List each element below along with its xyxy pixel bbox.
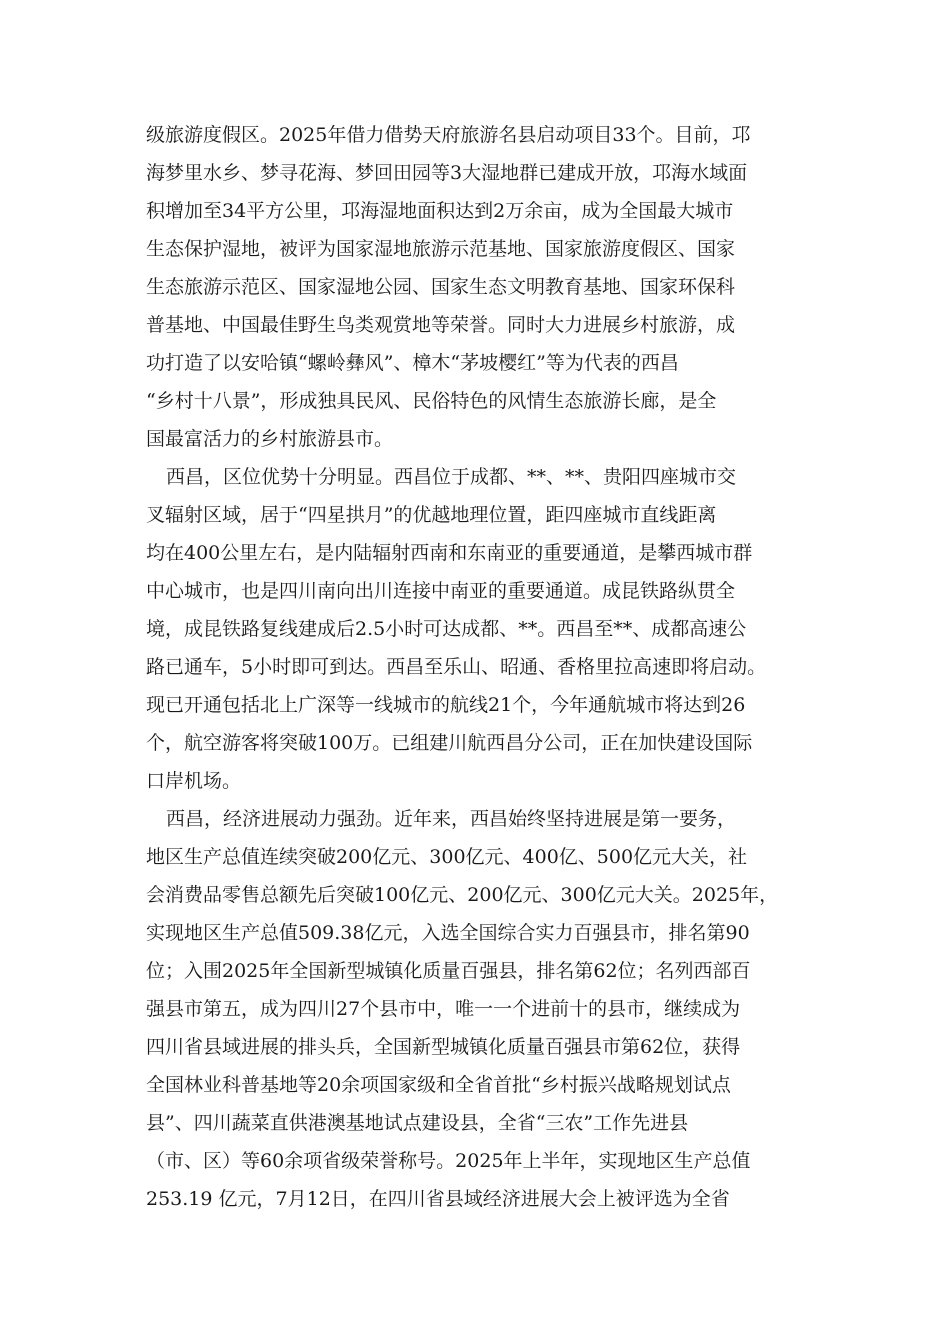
- text-line: 西昌，经济进展动力强劲。近年来，西昌始终坚持进展是第一要务，: [166, 808, 737, 830]
- text-line: 路已通车，5小时即可到达。西昌至乐山、昭通、香格里拉高速即将启动。: [146, 656, 767, 678]
- text-line: （市、区）等60余项省级荣誉称号。2025年上半年，实现地区生产总值: [146, 1150, 751, 1172]
- text-line: 会消费品零售总额先后突破100亿元、200亿元、300亿元大关。2025年，: [146, 884, 779, 906]
- text-line: 叉辐射区域，居于“四星拱月”的优越地理位置，距四座城市直线距离: [146, 504, 717, 526]
- text-line: 个，航空游客将突破100万。已组建川航西昌分公司，正在加快建设国际: [146, 732, 753, 754]
- text-line: 生态旅游示范区、国家湿地公园、国家生态文明教育基地、国家环保科: [146, 276, 736, 298]
- text-line: 积增加至34平方公里，邛海湿地面积达到2万余亩，成为全国最大城市: [146, 200, 734, 222]
- body-text: [146, 116, 810, 1218]
- text-line: 国最富活力的乡村旅游县市。: [146, 428, 394, 450]
- text-line: 功打造了以安哈镇“螺岭彝风”、樟木“茅坡樱红”等为代表的西昌: [146, 352, 679, 374]
- text-line: 均在400公里左右，是内陆辐射西南和东南亚的重要通道，是攀西城市群: [146, 542, 753, 564]
- text-line: 位；入围2025年全国新型城镇化质量百强县，排名第62位；名列西部百: [146, 960, 751, 982]
- text-line: 生态保护湿地，被评为国家湿地旅游示范基地、国家旅游度假区、国家: [146, 238, 736, 260]
- text-line: 口岸机场。: [146, 770, 242, 792]
- text-line: 强县市第五，成为四川27个县市中，唯一一个进前十的县市，继续成为: [146, 998, 741, 1020]
- text-line: 现已开通包括北上广深等一线城市的航线21个，今年通航城市将达到26: [146, 694, 746, 716]
- text-line: 地区生产总值连续突破200亿元、300亿元、400亿、500亿元大关，社: [146, 846, 748, 868]
- text-line: 县”、四川蔬菜直供港澳基地试点建设县，全省“三农”工作先进县: [146, 1112, 689, 1134]
- text-line: 253.19 亿元，7月12日，在四川省县域经济进展大会上被评选为全省: [146, 1188, 730, 1210]
- text-line: “乡村十八景”，形成独具民风、民俗特色的风情生态旅游长廊，是全: [146, 390, 717, 412]
- text-line: 四川省县域进展的排头兵，全国新型城镇化质量百强县市第62位，获得: [146, 1036, 741, 1058]
- text-line: 全国林业科普基地等20余项国家级和全省首批“乡村振兴战略规划试点: [146, 1074, 731, 1096]
- text-line: 普基地、中国最佳野生鸟类观赏地等荣誉。同时大力进展乡村旅游，成: [146, 314, 736, 336]
- text-line: 海梦里水乡、梦寻花海、梦回田园等3大湿地群已建成开放，邛海水域面: [146, 162, 748, 184]
- text-line: 西昌，区位优势十分明显。西昌位于成都、**、**、贵阳四座城市交: [166, 466, 737, 488]
- text-line: 实现地区生产总值509.38亿元，入选全国综合实力百强县市，排名第90: [146, 922, 750, 944]
- text-line: 级旅游度假区。2025年借力借势天府旅游名县启动项目33个。目前，邛: [146, 124, 751, 146]
- text-line: 中心城市，也是四川南向出川连接中南亚的重要通道。成昆铁路纵贯全: [146, 580, 736, 602]
- text-line: 境，成昆铁路复线建成后2.5小时可达成都、**。西昌至**、成都高速公: [146, 618, 747, 640]
